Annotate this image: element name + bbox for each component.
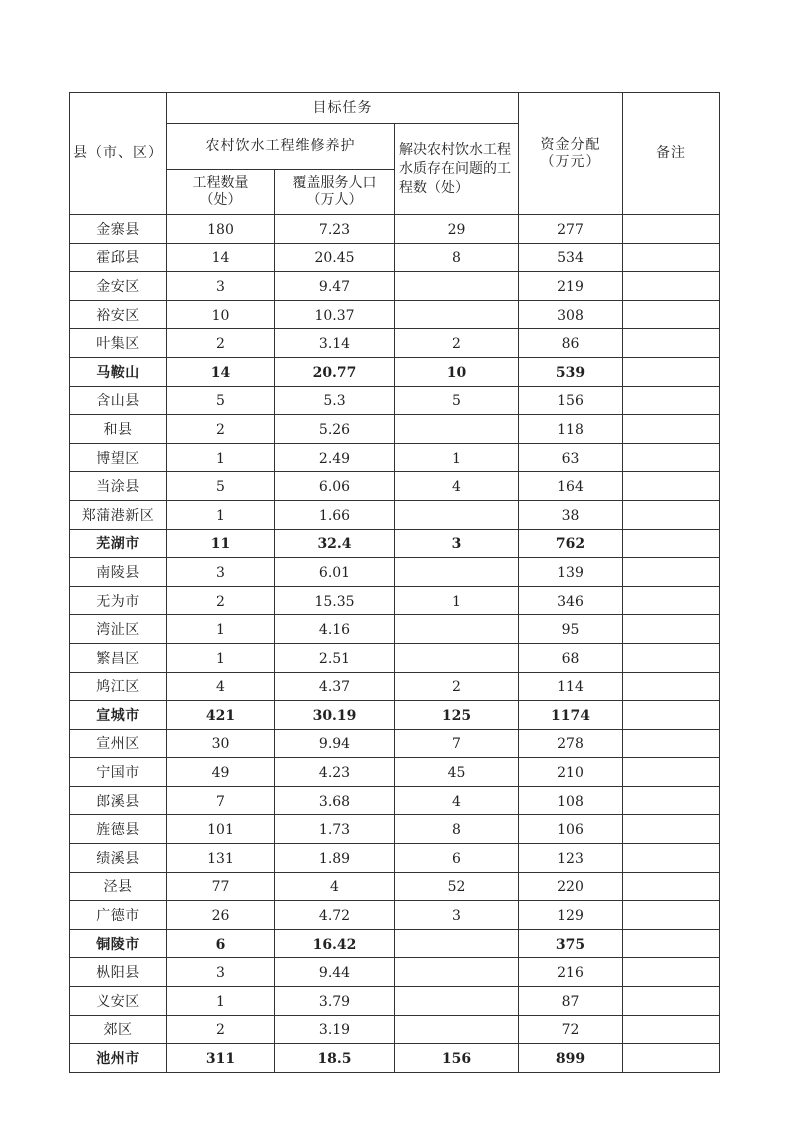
project-count-cell: 1 — [167, 500, 275, 529]
funds-cell: 277 — [519, 215, 623, 244]
project-count-cell: 180 — [167, 215, 275, 244]
population-cell: 4.72 — [275, 901, 395, 930]
table-row — [70, 1044, 720, 1073]
water-quality-cell: 2 — [395, 672, 519, 701]
remarks-cell — [623, 272, 720, 301]
project-count-cell: 131 — [167, 844, 275, 873]
funds-cell: 219 — [519, 272, 623, 301]
county-name-cell: 池州市 — [70, 1044, 167, 1073]
remarks-cell — [623, 701, 720, 730]
table-row — [70, 758, 720, 787]
funds-cell: 308 — [519, 300, 623, 329]
county-name-cell: 含山县 — [70, 386, 167, 415]
water-quality-cell: 5 — [395, 386, 519, 415]
remarks-cell — [623, 357, 720, 386]
remarks-cell — [623, 901, 720, 930]
water-quality-cell: 1 — [395, 586, 519, 615]
table-row — [70, 215, 720, 244]
population-cell: 7.23 — [275, 215, 395, 244]
population-cell: 9.44 — [275, 958, 395, 987]
water-quality-cell: 3 — [395, 901, 519, 930]
project-count-cell: 30 — [167, 729, 275, 758]
population-cell: 16.42 — [275, 929, 395, 958]
county-name-cell: 泾县 — [70, 872, 167, 901]
table-row — [70, 643, 720, 672]
funds-header: 资金分配（万元） — [519, 93, 623, 215]
funds-cell: 164 — [519, 472, 623, 501]
water-quality-cell: 29 — [395, 215, 519, 244]
population-cell: 3.79 — [275, 987, 395, 1016]
water-quality-cell — [395, 272, 519, 301]
county-name-cell: 博望区 — [70, 443, 167, 472]
project-count-cell: 6 — [167, 929, 275, 958]
table-row — [70, 329, 720, 358]
table-row — [70, 586, 720, 615]
water-quality-cell — [395, 643, 519, 672]
project-count-cell: 5 — [167, 386, 275, 415]
remarks-cell — [623, 1015, 720, 1044]
funds-cell: 123 — [519, 844, 623, 873]
project-count-cell: 4 — [167, 672, 275, 701]
table-row — [70, 701, 720, 730]
remarks-cell — [623, 958, 720, 987]
table-row — [70, 844, 720, 873]
project-count-cell: 2 — [167, 415, 275, 444]
funds-cell: 278 — [519, 729, 623, 758]
project-count-cell: 26 — [167, 901, 275, 930]
funds-cell: 539 — [519, 357, 623, 386]
table-row — [70, 901, 720, 930]
funds-cell: 534 — [519, 243, 623, 272]
table-row — [70, 272, 720, 301]
table-row — [70, 529, 720, 558]
project-count-cell: 421 — [167, 701, 275, 730]
project-count-cell: 77 — [167, 872, 275, 901]
county-name-cell: 郊区 — [70, 1015, 167, 1044]
funds-cell: 106 — [519, 815, 623, 844]
funds-cell: 139 — [519, 558, 623, 587]
project-count-cell: 3 — [167, 272, 275, 301]
remarks-cell — [623, 643, 720, 672]
funds-cell: 95 — [519, 615, 623, 644]
water-quality-cell — [395, 615, 519, 644]
county-name-cell: 当涂县 — [70, 472, 167, 501]
water-quality-cell — [395, 958, 519, 987]
water-quality-cell: 4 — [395, 472, 519, 501]
project-count-cell: 1 — [167, 615, 275, 644]
remarks-cell — [623, 472, 720, 501]
county-name-cell: 裕安区 — [70, 300, 167, 329]
water-quality-cell: 2 — [395, 329, 519, 358]
water-quality-cell — [395, 929, 519, 958]
county-name-cell: 马鞍山 — [70, 357, 167, 386]
water-quality-cell — [395, 558, 519, 587]
funds-cell: 156 — [519, 386, 623, 415]
table-row — [70, 386, 720, 415]
funds-cell: 118 — [519, 415, 623, 444]
project-count-cell: 2 — [167, 329, 275, 358]
remarks-cell — [623, 872, 720, 901]
project-count-cell: 2 — [167, 1015, 275, 1044]
remarks-cell — [623, 443, 720, 472]
table-row — [70, 500, 720, 529]
table-row — [70, 243, 720, 272]
county-name-cell: 鸠江区 — [70, 672, 167, 701]
funds-cell: 86 — [519, 329, 623, 358]
remarks-cell — [623, 1044, 720, 1073]
county-name-cell: 宁国市 — [70, 758, 167, 787]
water-quality-cell: 7 — [395, 729, 519, 758]
population-cell: 15.35 — [275, 586, 395, 615]
population-cell: 9.47 — [275, 272, 395, 301]
population-cell: 3.19 — [275, 1015, 395, 1044]
remarks-cell — [623, 558, 720, 587]
population-cell: 1.73 — [275, 815, 395, 844]
table-row — [70, 958, 720, 987]
water-quality-cell — [395, 500, 519, 529]
remarks-cell — [623, 529, 720, 558]
water-quality-cell — [395, 300, 519, 329]
water-quality-cell: 125 — [395, 701, 519, 730]
remarks-cell — [623, 386, 720, 415]
population-cell: 2.49 — [275, 443, 395, 472]
water-quality-cell — [395, 1015, 519, 1044]
table-row — [70, 472, 720, 501]
funds-cell: 375 — [519, 929, 623, 958]
county-header: 县（市、区） — [70, 93, 167, 215]
remarks-cell — [623, 729, 720, 758]
water-quality-cell: 8 — [395, 815, 519, 844]
county-name-cell: 叶集区 — [70, 329, 167, 358]
county-name-cell: 霍邱县 — [70, 243, 167, 272]
remarks-cell — [623, 415, 720, 444]
water-quality-cell: 3 — [395, 529, 519, 558]
population-cell: 5.26 — [275, 415, 395, 444]
funds-cell: 38 — [519, 500, 623, 529]
funds-cell: 899 — [519, 1044, 623, 1073]
table-row — [70, 729, 720, 758]
project-count-cell: 1 — [167, 987, 275, 1016]
remarks-cell — [623, 615, 720, 644]
population-cell: 10.37 — [275, 300, 395, 329]
population-cell: 3.68 — [275, 786, 395, 815]
county-name-cell: 宣城市 — [70, 701, 167, 730]
population-cell: 32.4 — [275, 529, 395, 558]
project-count-cell: 14 — [167, 357, 275, 386]
county-name-cell: 广德市 — [70, 901, 167, 930]
county-name-cell: 芜湖市 — [70, 529, 167, 558]
remarks-cell — [623, 987, 720, 1016]
table-row — [70, 443, 720, 472]
target-task-header: 目标任务 — [167, 93, 519, 124]
project-count-cell: 1 — [167, 443, 275, 472]
population-cell: 20.45 — [275, 243, 395, 272]
remarks-cell — [623, 672, 720, 701]
remarks-cell — [623, 243, 720, 272]
funds-cell: 210 — [519, 758, 623, 787]
remarks-cell — [623, 586, 720, 615]
county-name-cell: 郎溪县 — [70, 786, 167, 815]
water-quality-cell — [395, 415, 519, 444]
header-row-1 — [70, 93, 720, 124]
remarks-cell — [623, 500, 720, 529]
remarks-cell — [623, 815, 720, 844]
water-quality-cell: 1 — [395, 443, 519, 472]
project-count-cell: 2 — [167, 586, 275, 615]
funds-cell: 108 — [519, 786, 623, 815]
population-cell: 3.14 — [275, 329, 395, 358]
table-row — [70, 786, 720, 815]
population-cell: 20.77 — [275, 357, 395, 386]
county-name-cell: 无为市 — [70, 586, 167, 615]
project-count-cell: 7 — [167, 786, 275, 815]
population-cell: 30.19 — [275, 701, 395, 730]
remarks-header: 备注 — [623, 93, 720, 215]
population-cell: 4.16 — [275, 615, 395, 644]
remarks-cell — [623, 300, 720, 329]
table-row — [70, 815, 720, 844]
table-row — [70, 615, 720, 644]
water-quality-cell: 45 — [395, 758, 519, 787]
population-cell: 1.66 — [275, 500, 395, 529]
table-row — [70, 872, 720, 901]
funds-cell: 129 — [519, 901, 623, 930]
population-cell: 5.3 — [275, 386, 395, 415]
funds-cell: 68 — [519, 643, 623, 672]
project-count-cell: 5 — [167, 472, 275, 501]
county-name-cell: 铜陵市 — [70, 929, 167, 958]
table-row — [70, 1015, 720, 1044]
county-name-cell: 南陵县 — [70, 558, 167, 587]
funds-cell: 72 — [519, 1015, 623, 1044]
water-quality-cell: 4 — [395, 786, 519, 815]
county-name-cell: 金寨县 — [70, 215, 167, 244]
population-cell: 9.94 — [275, 729, 395, 758]
population-header: 覆盖服务人口（万人） — [275, 170, 395, 215]
project-count-header: 工程数量（处） — [167, 170, 275, 215]
water-quality-cell: 52 — [395, 872, 519, 901]
table-row — [70, 357, 720, 386]
remarks-cell — [623, 758, 720, 787]
population-cell: 6.06 — [275, 472, 395, 501]
table-row — [70, 415, 720, 444]
project-count-cell: 1 — [167, 643, 275, 672]
funds-cell: 220 — [519, 872, 623, 901]
table-row — [70, 300, 720, 329]
population-cell: 4.23 — [275, 758, 395, 787]
maintenance-group-header: 农村饮水工程维修养护 — [167, 124, 395, 170]
funds-cell: 63 — [519, 443, 623, 472]
project-count-cell: 10 — [167, 300, 275, 329]
remarks-cell — [623, 929, 720, 958]
county-name-cell: 宣州区 — [70, 729, 167, 758]
funds-cell: 216 — [519, 958, 623, 987]
remarks-cell — [623, 844, 720, 873]
funds-cell: 762 — [519, 529, 623, 558]
county-name-cell: 绩溪县 — [70, 844, 167, 873]
population-cell: 2.51 — [275, 643, 395, 672]
table-row — [70, 929, 720, 958]
water-quality-cell: 6 — [395, 844, 519, 873]
funds-cell: 87 — [519, 987, 623, 1016]
project-count-cell: 14 — [167, 243, 275, 272]
population-cell: 6.01 — [275, 558, 395, 587]
county-name-cell: 义安区 — [70, 987, 167, 1016]
project-count-cell: 101 — [167, 815, 275, 844]
population-cell: 4 — [275, 872, 395, 901]
county-name-cell: 枞阳县 — [70, 958, 167, 987]
table-row — [70, 987, 720, 1016]
project-count-cell: 49 — [167, 758, 275, 787]
project-count-cell: 11 — [167, 529, 275, 558]
county-name-cell: 湾沚区 — [70, 615, 167, 644]
water-quality-header: 解决农村饮水工程水质存在问题的工程数（处） — [395, 124, 519, 215]
project-count-cell: 3 — [167, 958, 275, 987]
county-name-cell: 郑蒲港新区 — [70, 500, 167, 529]
water-quality-cell: 10 — [395, 357, 519, 386]
table-row — [70, 558, 720, 587]
population-cell: 18.5 — [275, 1044, 395, 1073]
funds-cell: 114 — [519, 672, 623, 701]
population-cell: 4.37 — [275, 672, 395, 701]
county-name-cell: 金安区 — [70, 272, 167, 301]
remarks-cell — [623, 215, 720, 244]
project-count-cell: 311 — [167, 1044, 275, 1073]
project-count-cell: 3 — [167, 558, 275, 587]
funds-cell: 1174 — [519, 701, 623, 730]
county-name-cell: 繁昌区 — [70, 643, 167, 672]
county-name-cell: 和县 — [70, 415, 167, 444]
remarks-cell — [623, 329, 720, 358]
population-cell: 1.89 — [275, 844, 395, 873]
county-name-cell: 旌德县 — [70, 815, 167, 844]
remarks-cell — [623, 786, 720, 815]
water-quality-cell — [395, 987, 519, 1016]
allocation-table — [69, 92, 720, 1073]
funds-cell: 346 — [519, 586, 623, 615]
table-row — [70, 672, 720, 701]
water-quality-cell: 8 — [395, 243, 519, 272]
water-quality-cell: 156 — [395, 1044, 519, 1073]
